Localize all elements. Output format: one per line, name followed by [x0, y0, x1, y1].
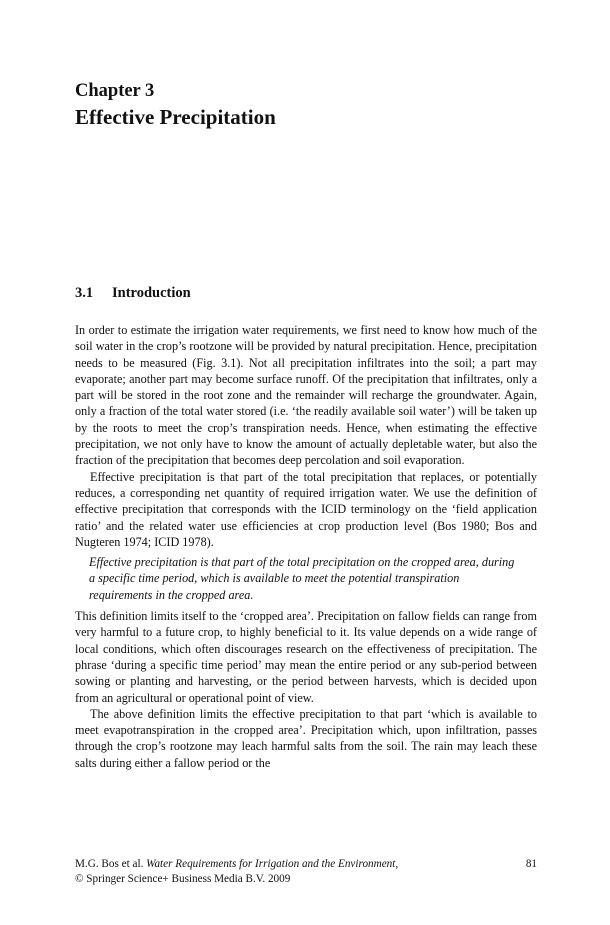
- footer-authors: M.G. Bos et al.: [75, 858, 144, 870]
- body-text: [75, 322, 537, 771]
- paragraph: In order to estimate the irrigation water requirements, we first need to know how much of the soil water in the crop’s rootzone will be provided by natural precipitation. Hence, precipitation needs to be measured (Fig. 3.1). Not all precipitation infiltrates into the soil; a part may evaporate; another part may become surface runoff. Of the precipitation that infiltrates, only a part will be stored in the root zone and the remainder will recharge the groundwater. Again, only a fraction of the total water stored (i.e. ‘the readily available soil water’) will be taken up by the roots to meet the crop’s transpiration needs. Hence, when estimating the effective precipitation, we not only have to know the amount of actually depletable water, but also the fraction of the precipitation that becomes deep percolation and soil evaporation.: [75, 323, 537, 468]
- section-number: 3.1: [75, 285, 94, 301]
- document-page: [75, 0, 537, 925]
- paragraph: Effective precipitation is that part of the total precipitation that replaces, or potentially reduces, a corresponding net quantity of required irrigation water. We use the definition of effective precipitation that corresponds with the ICID terminology on the ‘field application ratio’ and the related water use efficiencies at crop production level (Bos 1980; Bos and Nugteren 1974; ICID 1978).: [75, 469, 537, 549]
- paragraph: This definition limits itself to the ‘cropped area’. Precipitation on fallow fields can range from very harmful to a future crop, to highly beneficial to it. Its value depends on a wide range of local conditions, which often discourages research on the effectiveness of precipitation. The phrase ‘during a specific time period’ may mean the entire period or any sub-period between sowing or planting and harvesting, or the period between harvests, which is decided upon from an agricultural or operational point of view.: [75, 609, 537, 705]
- footer-book-title: Water Requirements for Irrigation and the Environment: [146, 858, 396, 870]
- citation-line: M.G. Bos et al. Water Requirements for Irrigation and the Environment,: [75, 858, 399, 870]
- definition-quote: Effective precipitation is that part of the total precipitation on the cropped area, during a specific time period, which is available to meet the potential transpiration requirements in the cropped area.: [89, 555, 515, 602]
- chapter-title: Effective Precipitation: [75, 105, 276, 129]
- section-title: Introduction: [112, 285, 191, 301]
- footer-publisher: © Springer Science+ Business Media B.V. 2009: [75, 872, 291, 885]
- paragraph: The above definition limits the effective precipitation to that part ‘which is available to meet evapotranspiration in the cropped area’. Precipitation which, upon infiltration, passes through the crop’s rootzone may leach harmful salts from the soil. The rain may leach these salts during either a fallow period or the: [75, 706, 537, 770]
- chapter-label: Chapter 3: [75, 81, 155, 101]
- section-heading: [75, 284, 191, 302]
- page-footer: [75, 857, 537, 886]
- page-number: 81: [525, 858, 537, 870]
